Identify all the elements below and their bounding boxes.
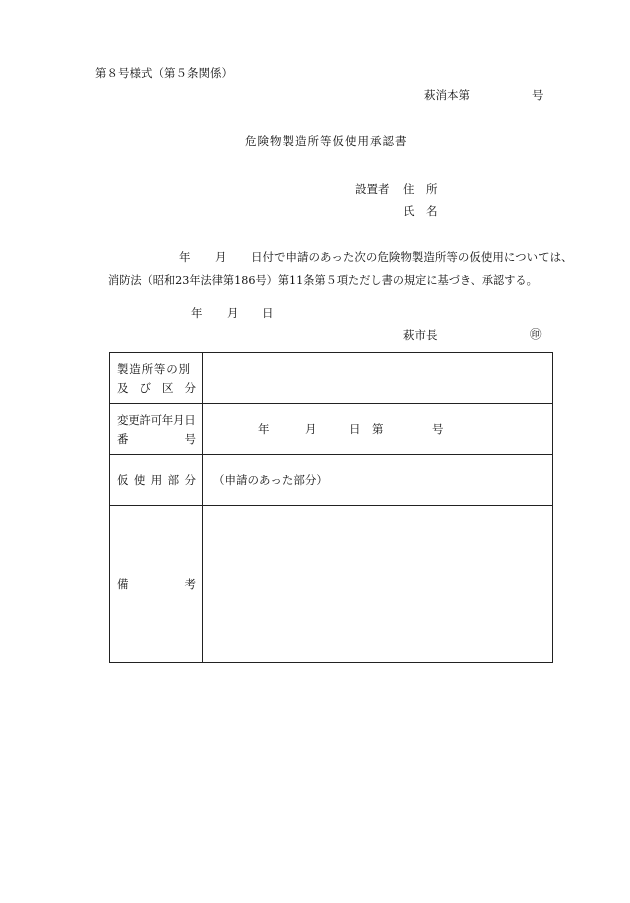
- table-row: [110, 506, 553, 663]
- body-year: 年: [179, 250, 191, 264]
- label-char: び: [139, 380, 151, 395]
- permit-number-prefix: 第: [372, 422, 384, 436]
- date-day: 日: [262, 306, 274, 320]
- label-char: 分: [184, 473, 196, 487]
- permit-year: 年: [258, 422, 270, 436]
- permit-day: 日: [349, 422, 361, 436]
- change-permit-value[interactable]: [203, 404, 553, 455]
- facility-type-label-line1: 製造所等の別: [117, 361, 191, 376]
- permit-number-suffix: 号: [432, 422, 444, 436]
- permit-month: 月: [305, 422, 317, 436]
- address-label-1: 住: [403, 182, 415, 196]
- address-label-2: 所: [426, 182, 438, 196]
- seal-mark: ㊞: [530, 327, 542, 341]
- body-month: 月: [215, 250, 227, 264]
- form-number: 第８号様式（第５条関係）: [95, 66, 233, 80]
- issuer-title: 萩市長: [403, 328, 438, 342]
- doc-number-prefix: 萩消本第: [424, 88, 470, 102]
- body-line1: 日付で申請のあった次の危険物製造所等の仮使用については、: [251, 250, 573, 264]
- label-char: 号: [184, 431, 196, 446]
- name-label-1: 氏: [403, 204, 415, 218]
- form-table: [109, 352, 553, 663]
- label-char: 用: [150, 473, 163, 487]
- remarks-label: [110, 506, 203, 663]
- table-row: [110, 404, 553, 455]
- doc-number-suffix: 号: [532, 88, 544, 102]
- temporary-use-part-text: （申請のあった部分）: [213, 473, 328, 487]
- installer-label: 設置者: [355, 182, 390, 196]
- temporary-use-part-value[interactable]: [203, 455, 553, 506]
- label-char: 考: [184, 577, 196, 591]
- label-char: 使: [133, 473, 146, 487]
- date-month: 月: [227, 306, 239, 320]
- change-permit-label-line2: [117, 431, 196, 447]
- facility-type-value[interactable]: [203, 353, 553, 404]
- change-permit-label-line1: 変更許可年月日: [117, 412, 196, 427]
- facility-type-label: [110, 353, 203, 404]
- remarks-value[interactable]: [203, 506, 553, 663]
- body-line2: 消防法（昭和23年法律第186号）第11条第５項ただし書の規定に基づき、承認する。: [108, 274, 538, 287]
- label-char: 番: [117, 431, 129, 446]
- label-char: 区: [162, 380, 174, 395]
- label-char: 及: [117, 380, 129, 395]
- facility-type-label-line2: [117, 380, 196, 396]
- table-row: [110, 455, 553, 506]
- change-permit-label: [110, 404, 203, 455]
- label-char: 分: [184, 380, 196, 395]
- date-year: 年: [191, 306, 203, 320]
- table-row: [110, 353, 553, 404]
- document-title: 危険物製造所等仮使用承認書: [245, 134, 408, 148]
- label-char: 備: [117, 577, 129, 591]
- name-label-2: 名: [426, 204, 438, 218]
- label-char: 部: [167, 473, 180, 487]
- temporary-use-part-label: [110, 455, 203, 506]
- label-char: 仮: [117, 473, 129, 487]
